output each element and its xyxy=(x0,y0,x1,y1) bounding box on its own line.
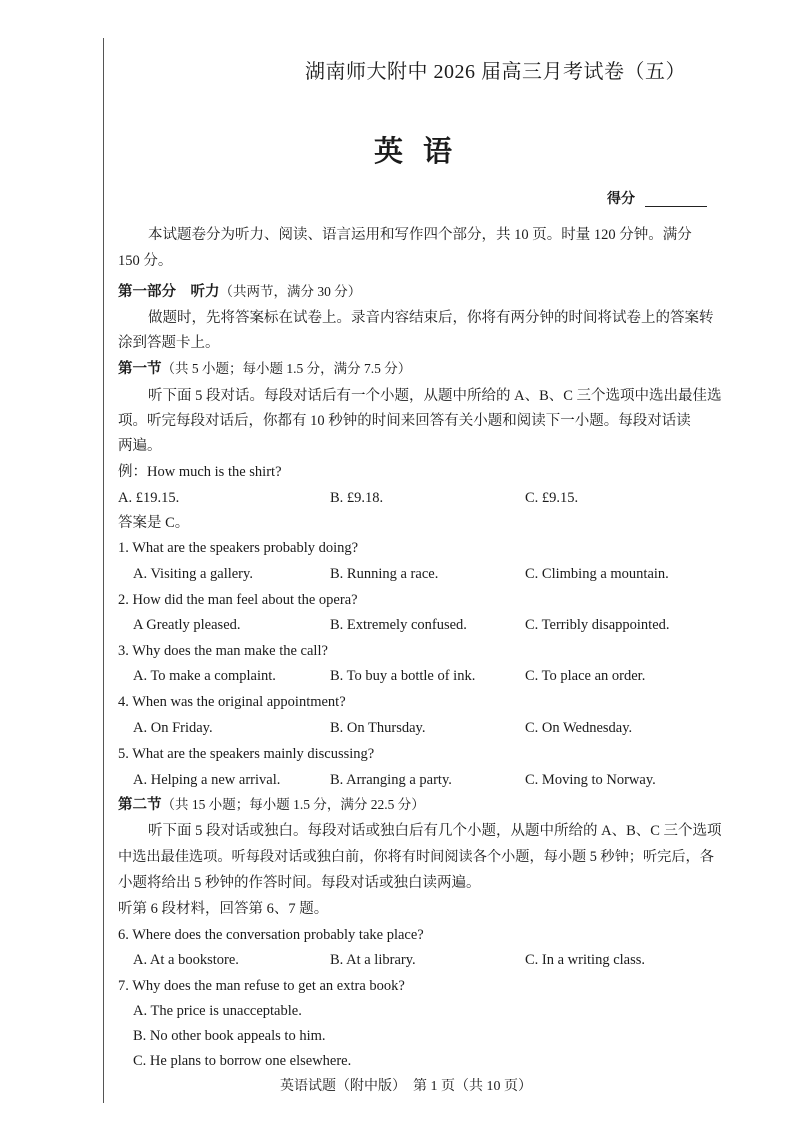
question-6-option-b: B. At a library. xyxy=(330,952,416,968)
question-2-option-b: B. Extremely confused. xyxy=(330,617,467,633)
question-4-option-c: C. On Wednesday. xyxy=(525,720,633,736)
question-7-option-c: C. He plans to borrow one elsewhere. xyxy=(133,1053,352,1069)
section2-detail: （共 15 小题；每小题 1.5 分，满分 22.5 分） xyxy=(161,797,425,812)
example-option-b: B. £9.18. xyxy=(330,490,384,506)
question-2-option-c: C. Terribly disappointed. xyxy=(525,617,670,633)
question-5-stem: 5. What are the speakers mainly discussing? xyxy=(118,746,375,762)
example-question: 例：How much is the shirt? xyxy=(118,464,282,480)
section1-detail: （共 5 小题；每小题 1.5 分，满分 7.5 分） xyxy=(161,361,412,376)
question-3-option-a: A. To make a complaint. xyxy=(133,668,276,684)
question-7-option-a: A. The price is unacceptable. xyxy=(133,1003,302,1019)
question-4-stem: 4. When was the original appointment? xyxy=(118,694,346,710)
exam-header: 湖南师大附中 2026 届高三月考试卷（五） xyxy=(305,61,686,83)
example-option-c: C. £9.15. xyxy=(525,490,579,506)
question-4-option-b: B. On Thursday. xyxy=(330,720,426,736)
binding-margin-line xyxy=(103,38,104,1103)
question-5-option-b: B. Arranging a party. xyxy=(330,772,452,788)
part1-heading xyxy=(118,282,361,302)
question-3-stem: 3. Why does the man make the call? xyxy=(118,643,328,659)
material-6-intro: 听第 6 段材料，回答第 6、7 题。 xyxy=(118,901,329,917)
part1-instruction-2: 涂到答题卡上。 xyxy=(118,335,220,351)
section2-instruction-3: 小题将给出 5 秒钟的作答时间。每段对话或独白读两遍。 xyxy=(118,875,481,891)
section1-instruction-1: 听下面 5 段对话。每段对话后有一个小题，从题中所给的 A、B、C 三个选项中选出最佳选 xyxy=(148,388,722,404)
question-5-option-a: A. Helping a new arrival. xyxy=(133,772,281,788)
question-6-option-a: A. At a bookstore. xyxy=(133,952,239,968)
section1-instruction-2: 项。听完每段对话后，你都有 10 秒钟的时间来回答有关小题和阅读下一小题。每段对话读 xyxy=(118,413,691,429)
part1-detail: （共两节，满分 30 分） xyxy=(219,284,362,299)
question-1-option-c: C. Climbing a mountain. xyxy=(525,566,669,582)
question-4-option-a: A. On Friday. xyxy=(133,720,213,736)
section1-instruction-3: 两遍。 xyxy=(118,438,162,454)
section2-instruction-2: 中选出最佳选项。听每段对话或独白前，你将有时间阅读各个小题，每小题 5 秒钟；听完后，各 xyxy=(118,849,714,865)
question-7-stem: 7. Why does the man refuse to get an extra book? xyxy=(118,978,405,994)
example-answer: 答案是 C。 xyxy=(118,515,190,531)
question-2-stem: 2. How did the man feel about the opera? xyxy=(118,592,358,608)
page-footer: 英语试题（附中版） 第 1 页（共 10 页） xyxy=(280,1079,532,1094)
score-blank[interactable] xyxy=(645,206,707,207)
section2-heading xyxy=(118,795,425,815)
section1-label: 第一节 xyxy=(118,361,162,377)
section1-heading xyxy=(118,359,411,379)
question-6-stem: 6. Where does the conversation probably take place? xyxy=(118,927,424,943)
question-7-option-b: B. No other book appeals to him. xyxy=(133,1028,326,1044)
question-3-option-b: B. To buy a bottle of ink. xyxy=(330,668,476,684)
question-1-option-b: B. Running a race. xyxy=(330,566,439,582)
question-2-option-a: A Greatly pleased. xyxy=(133,617,241,633)
question-3-option-c: C. To place an order. xyxy=(525,668,646,684)
part1-instruction-1: 做题时，先将答案标在试卷上。录音内容结束后，你将有两分钟的时间将试卷上的答案转 xyxy=(148,310,714,326)
section2-instruction-1: 听下面 5 段对话或独白。每段对话或独白后有几个小题，从题中所给的 A、B、C 三个选项 xyxy=(148,823,722,839)
question-6-option-c: C. In a writing class. xyxy=(525,952,646,968)
example-option-a: A. £19.15. xyxy=(118,490,180,506)
section2-label: 第二节 xyxy=(118,797,162,813)
score-label: 得分 xyxy=(607,192,635,207)
intro-line-2: 150 分。 xyxy=(118,253,173,269)
question-1-option-a: A. Visiting a gallery. xyxy=(133,566,253,582)
intro-line-1: 本试题卷分为听力、阅读、语言运用和写作四个部分，共 10 页。时量 120 分钟。满分 xyxy=(148,227,692,243)
question-1-stem: 1. What are the speakers probably doing? xyxy=(118,540,359,556)
subject-title: 英语 xyxy=(374,136,473,168)
part1-label: 第一部分 听力 xyxy=(118,284,220,300)
question-5-option-c: C. Moving to Norway. xyxy=(525,772,656,788)
